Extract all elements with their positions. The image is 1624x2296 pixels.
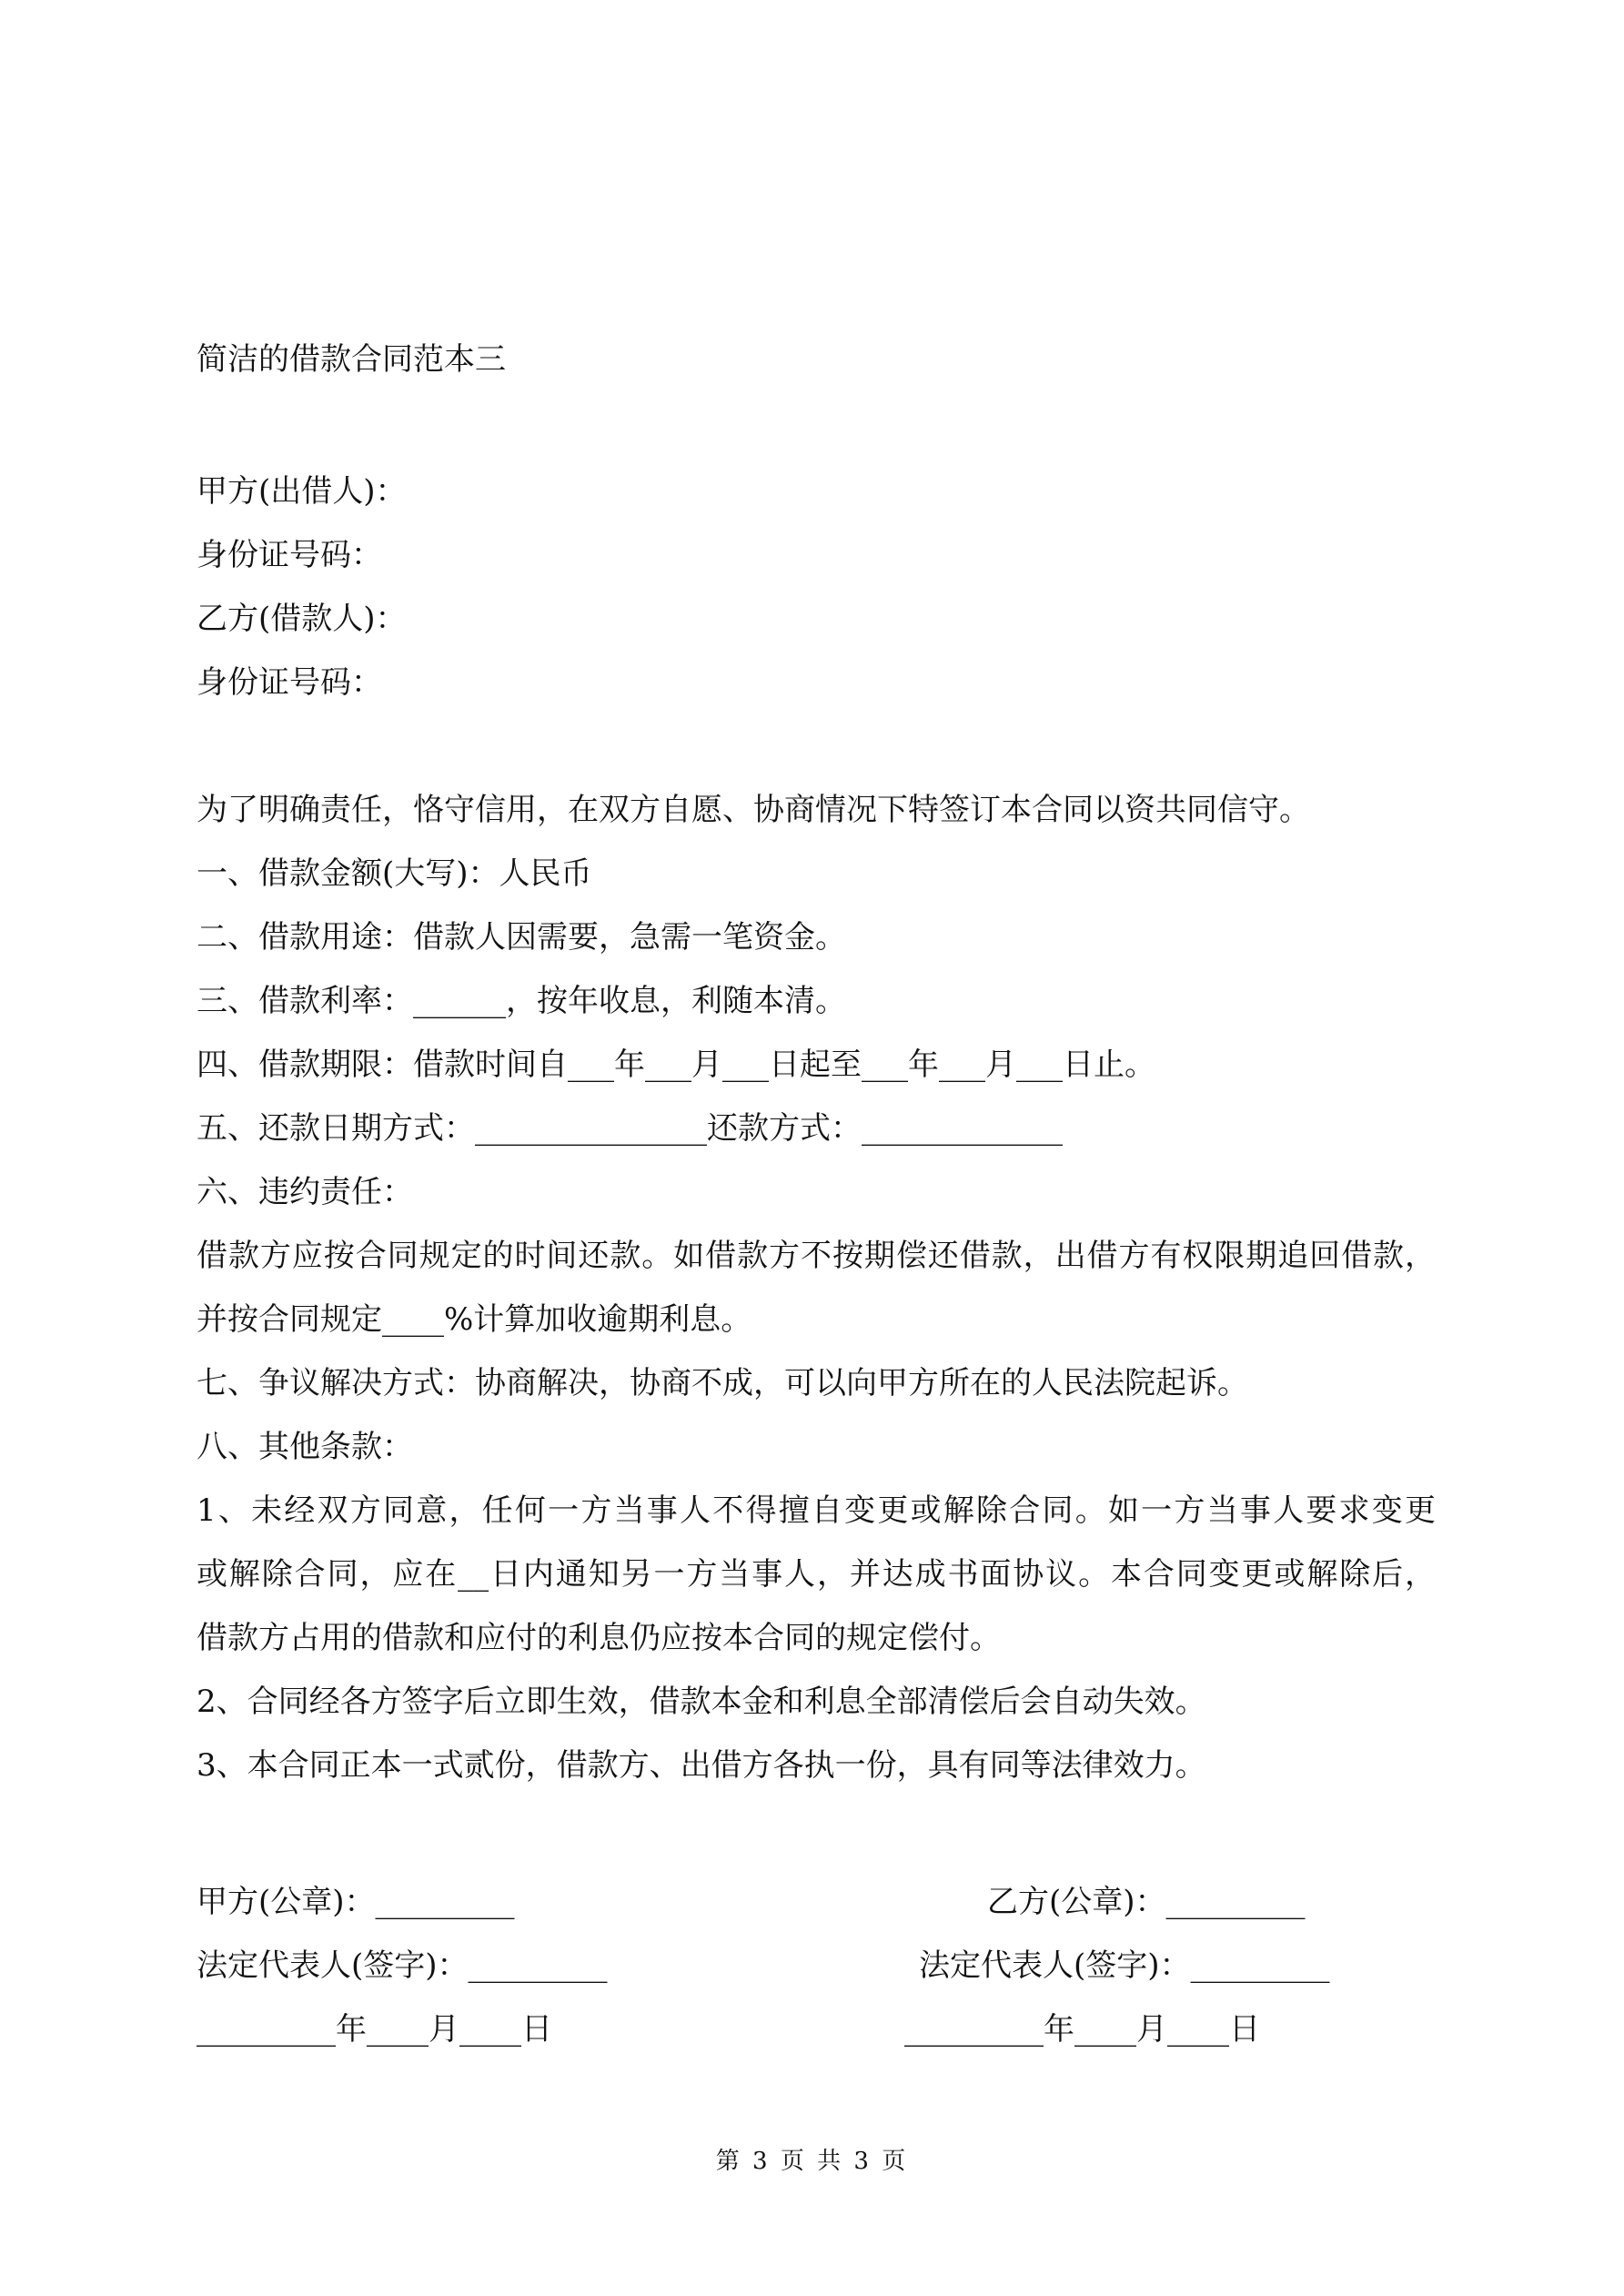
clause-liability-heading: 六、违约责任： <box>197 1174 413 1210</box>
clause-other-2: 2、合同经各方签字后立即生效，借款本金和利息全部清偿后会自动失效。 <box>197 1684 1206 1720</box>
clause-other-3: 3、本合同正本一式贰份，借款方、出借方各执一份，具有同等法律效力。 <box>197 1747 1206 1784</box>
clause-liability-text-2: 并按合同规定____%计算加收逾期利息。 <box>197 1301 752 1338</box>
clause-other-1-line-2: 或解除合同，应在__日内通知另一方当事人，并达成书面协议。本合同变更或解除后， <box>197 1556 1436 1593</box>
party-a-representative: 法定代表人(签字)：_________ <box>197 1947 608 1984</box>
borrower-id-number: 身份证号码： <box>197 664 382 701</box>
lender-id-number: 身份证号码： <box>197 537 382 573</box>
party-b-date: _________年____月____日 <box>904 2011 1260 2048</box>
party-b-seal: 乙方(公章)：_________ <box>987 1884 1306 1920</box>
clause-other-1-line-1: 1、未经双方同意，任何一方当事人不得擅自变更或解除合同。如一方当事人要求变更 <box>197 1492 1436 1529</box>
clause-other-1-line-3: 借款方占用的借款和应付的利息仍应按本合同的规定偿付。 <box>197 1620 1001 1656</box>
clause-repayment-method: 五、还款日期方式：_______________还款方式：_____________ <box>197 1110 1063 1147</box>
page-footer: 第 3 页 共 3 页 <box>715 2148 909 2175</box>
party-b-representative: 法定代表人(签字)：_________ <box>919 1947 1330 1984</box>
clause-loan-term: 四、借款期限：借款时间自___年___月___日起至___年___月___日止。 <box>197 1047 1155 1083</box>
signature-block <box>197 1870 1436 2061</box>
document-title: 简洁的借款合同范本三 <box>197 341 506 378</box>
paragraph-gap <box>197 714 1436 778</box>
document-body <box>197 460 1436 1797</box>
signature-row-date <box>197 1998 1436 2061</box>
party-a-seal: 甲方(公章)：_________ <box>197 1884 515 1920</box>
clause-liability-text-1: 借款方应按合同规定的时间还款。如借款方不按期偿还借款，出借方有权限期追回借款， <box>197 1238 1436 1274</box>
party-lender: 甲方(出借人)： <box>197 473 407 510</box>
preamble: 为了明确责任，恪守信用，在双方自愿、协商情况下特签订本合同以资共同信守。 <box>197 792 1310 828</box>
clause-dispute-resolution: 七、争议解决方式：协商解决，协商不成，可以向甲方所在的人民法院起诉。 <box>197 1365 1248 1401</box>
clause-loan-amount: 一、借款金额(大写)：人民币 <box>197 855 592 892</box>
party-a-date: _________年____月____日 <box>197 2011 552 2048</box>
clause-loan-purpose: 二、借款用途：借款人因需要，急需一笔资金。 <box>197 919 846 956</box>
signature-row-representative <box>197 1934 1436 1998</box>
clause-other-heading: 八、其他条款： <box>197 1429 413 1465</box>
signature-row-seal <box>197 1870 1436 1934</box>
clause-interest-rate: 三、借款利率：______，按年收息，利随本清。 <box>197 983 846 1019</box>
party-borrower: 乙方(借款人)： <box>197 601 407 637</box>
